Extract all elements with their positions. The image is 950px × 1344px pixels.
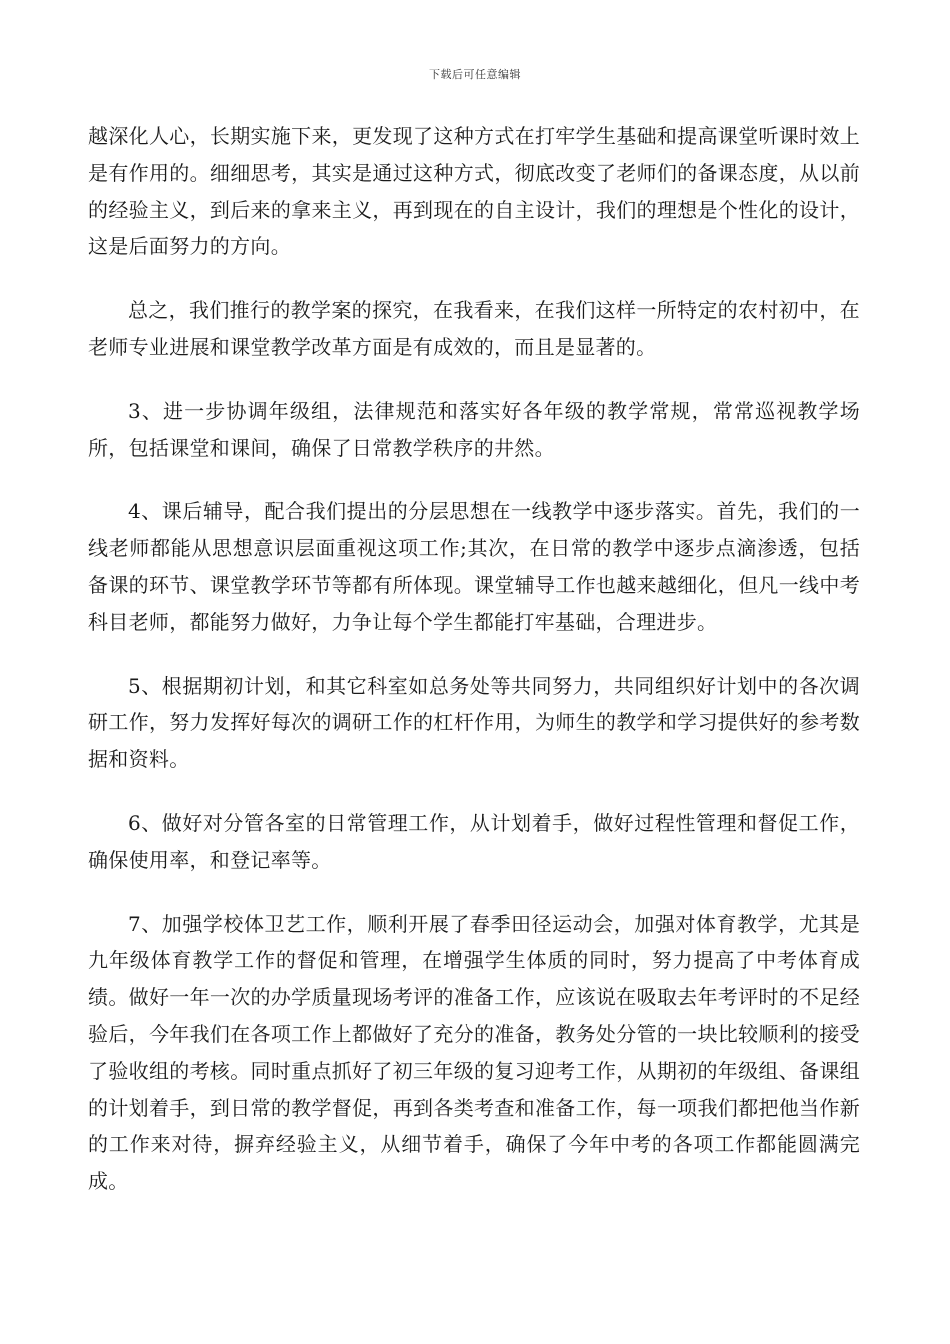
document-body — [88, 118, 860, 1227]
paragraph-4: 4、课后辅导，配合我们提出的分层思想在一线教学中逐步落实。首先，我们的一线老师都能从思想意识层面重视这项工作;其次，在日常的教学中逐步点滴渗透，包括备课的环节、课堂教学环节等都有所体现。课堂辅导工作也越来越细化，但凡一线中考科目老师，都能努力做好，力争让每个学生都能打牢基础，合理进步。 — [88, 499, 860, 634]
paragraph-6: 6、做好对分管各室的日常管理工作，从计划着手，做好过程性管理和督促工作，确保使用率，和登记率等。 — [88, 810, 860, 872]
paragraph-1: 越深化人心，长期实施下来，更发现了这种方式在打牢学生基础和提高课堂听课时效上是有作用的。细细思考，其实是通过这种方式，彻底改变了老师们的备课态度，从以前的经验主义，到后来的拿来主义，再到现在的自主设计，我们的理想是个性化的设计，这是后面努力的方向。 — [88, 124, 860, 259]
paragraph-7: 7、加强学校体卫艺工作，顺利开展了春季田径运动会，加强对体育教学，尤其是九年级体育教学工作的督促和管理，在增强学生体质的同时，努力提高了中考体育成绩。做好一年一次的办学质量现场考评的准备工作，应该说在吸取去年考评时的不足经验后，今年我们在各项工作上都做好了充分的准备，教务处分管的一块比较顺利的接受了验收组的考核。同时重点抓好了初三年级的复习迎考工作，从期初的年级组、备课组的计划着手，到日常的教学督促，再到各类考查和准备工作，每一项我们都把他当作新的工作来对待，摒弃经验主义，从细节着手，确保了今年中考的各项工作都能圆满完成。 — [88, 911, 860, 1194]
paragraph-5: 5、根据期初计划，和其它科室如总务处等共同努力，共同组织好计划中的各次调研工作，努力发挥好每次的调研工作的杠杆作用，为师生的教学和学习提供好的参考数据和资料。 — [88, 673, 860, 772]
paragraph-3: 3、进一步协调年级组，法律规范和落实好各年级的教学常规，常常巡视教学场所，包括课堂和课间，确保了日常教学秩序的井然。 — [88, 398, 860, 460]
page-header: 下载后可任意编辑 — [429, 68, 521, 81]
paragraph-2: 总之，我们推行的教学案的探究，在我看来，在我们这样一所特定的农村初中，在老师专业进展和课堂教学改革方面是有成效的，而且是显著的。 — [88, 298, 860, 359]
